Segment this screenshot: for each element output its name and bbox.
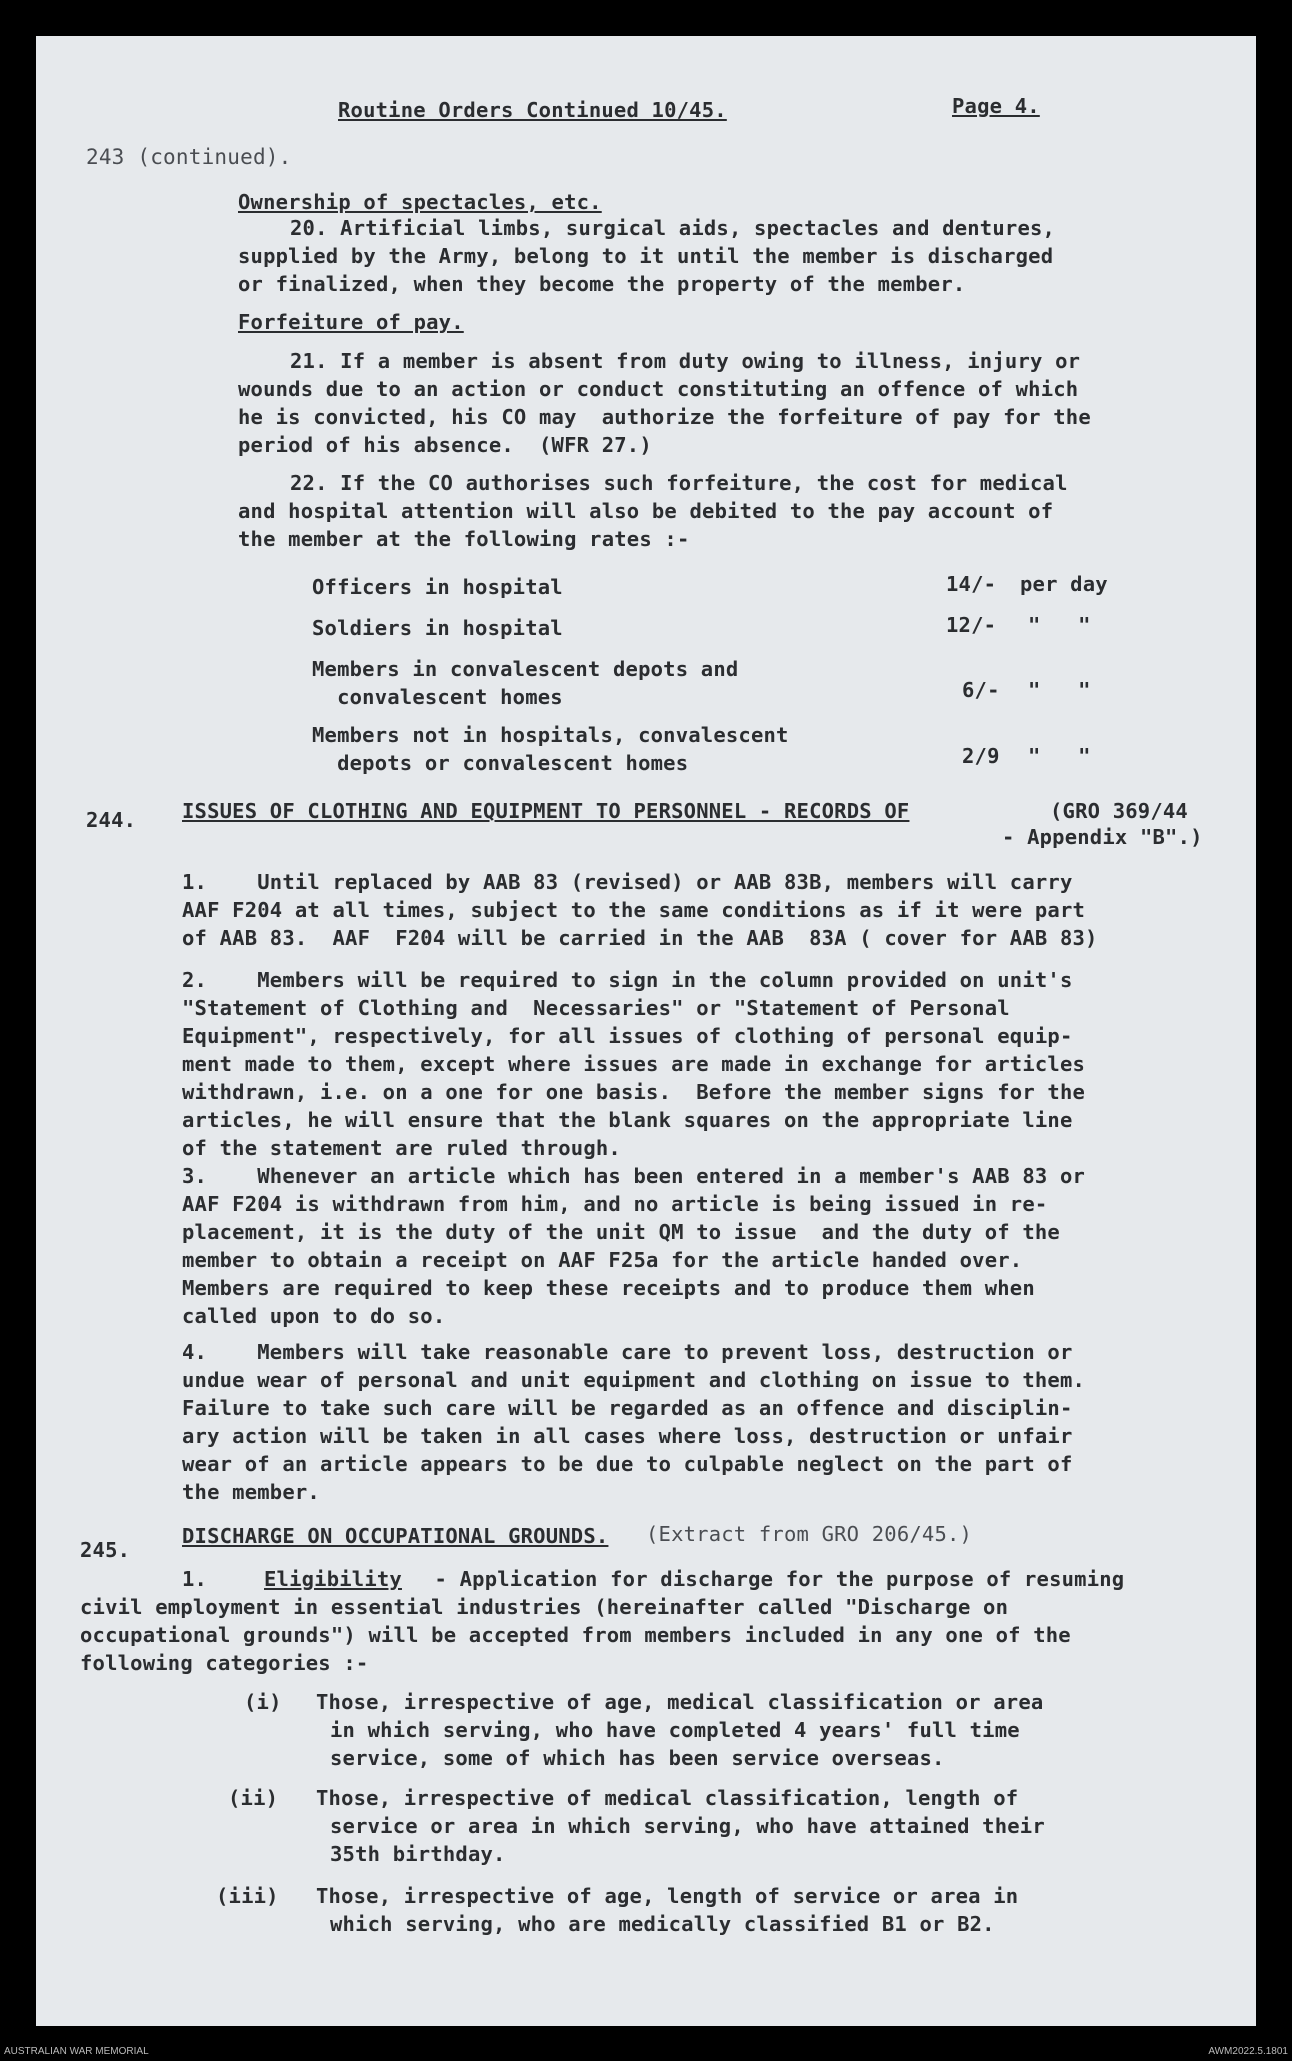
rate-label: Members in convalescent depots and xyxy=(312,657,739,681)
rate-unit: " " xyxy=(1028,678,1091,702)
section-title-244: ISSUES OF CLOTHING AND EQUIPMENT TO PERSONNEL - RECORDS OF xyxy=(182,799,910,823)
heading-forfeiture: Forfeiture of pay. xyxy=(238,310,464,334)
category-number: (i) xyxy=(244,1690,282,1714)
rate-unit: " " xyxy=(1028,744,1091,768)
rate-label: Soldiers in hospital xyxy=(312,616,563,640)
category-number: (ii) xyxy=(228,1786,279,1810)
rate-label: depots or convalescent homes xyxy=(312,751,689,775)
section-ref-245: (Extract from GRO 206/45.) xyxy=(646,1522,973,1546)
rate-label: convalescent homes xyxy=(312,685,563,709)
rate-unit: per day xyxy=(1020,572,1108,596)
section-ref-244-appendix: - Appendix "B".) xyxy=(1002,825,1203,849)
rate-label: Officers in hospital xyxy=(312,575,563,599)
eligibility-heading: Eligibility xyxy=(264,1567,402,1591)
rate-value: 14/- xyxy=(946,572,997,596)
section-number-245: 245. xyxy=(80,1538,131,1562)
category-number: (iii) xyxy=(216,1884,279,1908)
rate-label: Members not in hospitals, convalescent xyxy=(312,723,789,747)
rate-value: 6/- xyxy=(962,678,1000,702)
rate-unit: " " xyxy=(1028,613,1091,637)
page-number: Page 4. xyxy=(952,94,1040,118)
section-title-245: DISCHARGE ON OCCUPATIONAL GROUNDS. xyxy=(182,1524,609,1548)
rate-value: 2/9 xyxy=(962,744,1000,768)
rate-value: 12/- xyxy=(946,613,997,637)
footer-reference: AWM2022.5.1801 xyxy=(1208,2046,1288,2057)
section-ref-244: (GRO 369/44 xyxy=(1050,799,1188,823)
heading-ownership: Ownership of spectacles, etc. xyxy=(238,190,602,214)
document-title: Routine Orders Continued 10/45. xyxy=(338,98,727,122)
section-243-continued: 243 (continued). xyxy=(86,145,292,169)
section-number-244: 244. xyxy=(86,808,137,832)
footer-archive: AUSTRALIAN WAR MEMORIAL xyxy=(4,2046,149,2057)
